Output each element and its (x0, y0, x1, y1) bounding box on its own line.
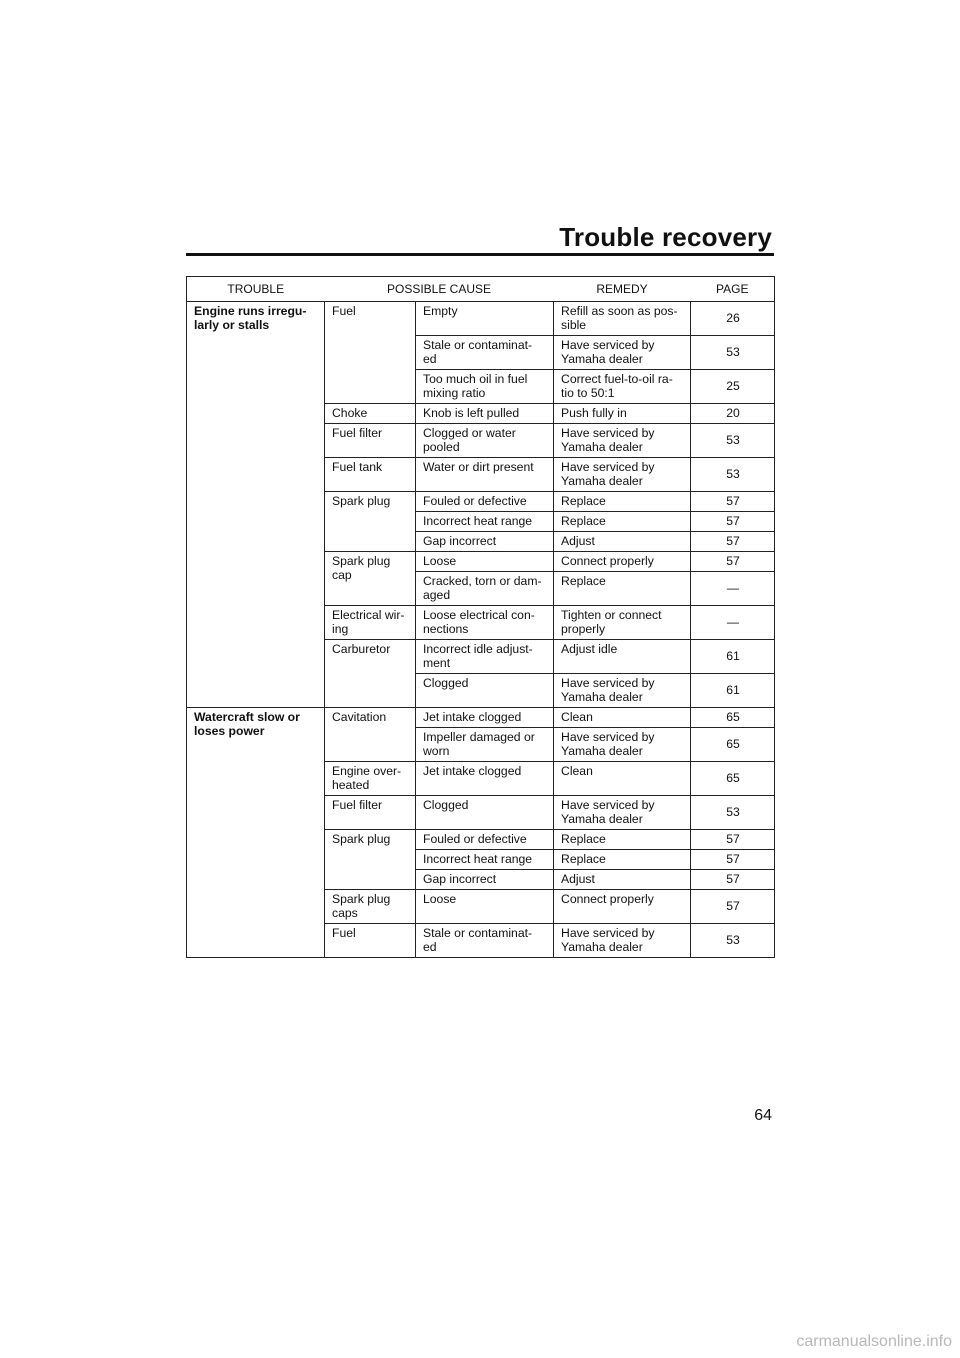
remedy-cell: Connect properly (554, 890, 691, 924)
page-cell: 53 (691, 796, 775, 830)
page-cell: 20 (691, 404, 775, 424)
remedy-cell: Have serviced by Yamaha dealer (554, 424, 691, 458)
page-cell: 57 (691, 870, 775, 890)
header-remedy: REMEDY (554, 277, 691, 302)
header-possible-cause: POSSIBLE CAUSE (325, 277, 554, 302)
cause-cell: Spark plug (325, 492, 416, 552)
remedy-cell: Adjust idle (554, 640, 691, 674)
page-cell: 57 (691, 512, 775, 532)
cause-detail-cell: Incorrect heat range (416, 512, 554, 532)
title-rule (186, 253, 774, 256)
remedy-cell: Clean (554, 708, 691, 728)
page-cell: 53 (691, 458, 775, 492)
remedy-cell: Replace (554, 512, 691, 532)
page-title: Trouble recovery (559, 222, 772, 252)
remedy-cell: Have serviced by Yamaha dealer (554, 796, 691, 830)
cause-detail-cell: Cracked, torn or dam- aged (416, 572, 554, 606)
cause-detail-cell: Clogged or water pooled (416, 424, 554, 458)
trouble-cell: Watercraft slow or loses power (187, 708, 325, 958)
cause-detail-cell: Incorrect heat range (416, 850, 554, 870)
remedy-cell: Replace (554, 492, 691, 512)
cause-detail-cell: Clogged (416, 796, 554, 830)
cause-detail-cell: Fouled or defective (416, 830, 554, 850)
remedy-cell: Adjust (554, 532, 691, 552)
cause-cell: Spark plug cap (325, 552, 416, 606)
page-cell: 65 (691, 762, 775, 796)
cause-detail-cell: Stale or contaminat- ed (416, 924, 554, 958)
page-cell: 57 (691, 532, 775, 552)
cause-detail-cell: Empty (416, 302, 554, 336)
remedy-cell: Have serviced by Yamaha dealer (554, 336, 691, 370)
page-cell: 57 (691, 830, 775, 850)
header-page: PAGE (691, 277, 775, 302)
page-cell: 61 (691, 674, 775, 708)
cause-detail-cell: Loose (416, 552, 554, 572)
cause-cell: Carburetor (325, 640, 416, 708)
cause-cell: Spark plug (325, 830, 416, 890)
cause-cell: Choke (325, 404, 416, 424)
cause-detail-cell: Loose (416, 890, 554, 924)
cause-detail-cell: Gap incorrect (416, 870, 554, 890)
cause-detail-cell: Clogged (416, 674, 554, 708)
page-cell: 61 (691, 640, 775, 674)
cause-cell: Cavitation (325, 708, 416, 762)
remedy-cell: Replace (554, 850, 691, 870)
cause-detail-cell: Stale or contaminat- ed (416, 336, 554, 370)
remedy-cell: Have serviced by Yamaha dealer (554, 924, 691, 958)
cause-cell: Fuel filter (325, 424, 416, 458)
trouble-table (186, 276, 775, 958)
remedy-cell: Push fully in (554, 404, 691, 424)
remedy-cell: Have serviced by Yamaha dealer (554, 728, 691, 762)
remedy-cell: Adjust (554, 870, 691, 890)
cause-cell: Spark plug caps (325, 890, 416, 924)
cause-detail-cell: Knob is left pulled (416, 404, 554, 424)
cause-cell: Fuel (325, 302, 416, 404)
cause-detail-cell: Fouled or defective (416, 492, 554, 512)
table-body (187, 302, 775, 958)
cause-cell: Fuel tank (325, 458, 416, 492)
cause-detail-cell: Jet intake clogged (416, 708, 554, 728)
page-cell: — (691, 572, 775, 606)
cause-detail-cell: Water or dirt present (416, 458, 554, 492)
remedy-cell: Tighten or connect properly (554, 606, 691, 640)
remedy-cell: Clean (554, 762, 691, 796)
page-cell: 53 (691, 424, 775, 458)
page-cell: 25 (691, 370, 775, 404)
cause-detail-cell: Loose electrical con- nections (416, 606, 554, 640)
header-trouble: TROUBLE (187, 277, 325, 302)
table-row (187, 302, 775, 336)
remedy-cell: Have serviced by Yamaha dealer (554, 674, 691, 708)
page-cell: 65 (691, 708, 775, 728)
table-header-row (187, 277, 775, 302)
page-cell: 57 (691, 492, 775, 512)
page-cell: 57 (691, 890, 775, 924)
remedy-cell: Refill as soon as pos- sible (554, 302, 691, 336)
page-cell: 57 (691, 850, 775, 870)
cause-cell: Fuel filter (325, 796, 416, 830)
page-number: 64 (754, 1107, 772, 1124)
remedy-cell: Connect properly (554, 552, 691, 572)
remedy-cell: Have serviced by Yamaha dealer (554, 458, 691, 492)
page-cell: 26 (691, 302, 775, 336)
cause-detail-cell: Incorrect idle adjust- ment (416, 640, 554, 674)
table-row (187, 708, 775, 728)
remedy-cell: Correct fuel-to-oil ra- tio to 50:1 (554, 370, 691, 404)
page-cell: 53 (691, 924, 775, 958)
cause-cell: Engine over- heated (325, 762, 416, 796)
page-cell: 53 (691, 336, 775, 370)
cause-detail-cell: Gap incorrect (416, 532, 554, 552)
cause-cell: Electrical wir- ing (325, 606, 416, 640)
trouble-cell: Engine runs irregu- larly or stalls (187, 302, 325, 708)
cause-cell: Fuel (325, 924, 416, 958)
page-cell: — (691, 606, 775, 640)
cause-detail-cell: Too much oil in fuel mixing ratio (416, 370, 554, 404)
remedy-cell: Replace (554, 830, 691, 850)
cause-detail-cell: Jet intake clogged (416, 762, 554, 796)
watermark: carmanualsonline.info (796, 1333, 952, 1350)
page-cell: 65 (691, 728, 775, 762)
cause-detail-cell: Impeller damaged or worn (416, 728, 554, 762)
page-cell: 57 (691, 552, 775, 572)
remedy-cell: Replace (554, 572, 691, 606)
